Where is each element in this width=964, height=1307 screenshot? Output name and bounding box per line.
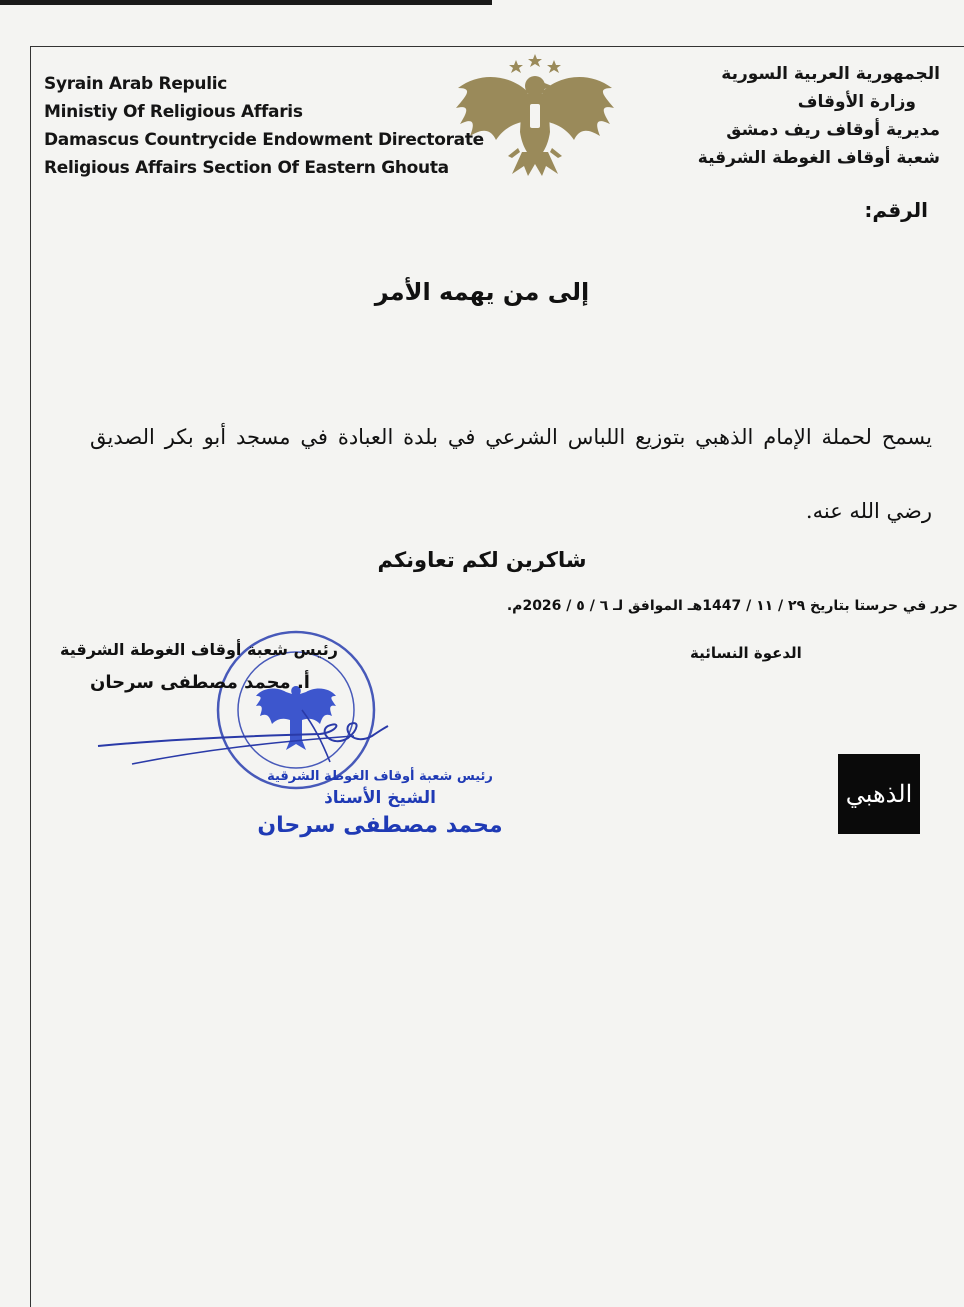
handwritten-signature-icon (92, 690, 392, 780)
letter-body: يسمح لحملة الإمام الذهبي بتوزيع اللباس الشرعي في بلدة العبادة في مسجد أبو بكر الصديق رضي الله عنه. (90, 425, 932, 523)
reference-number-label: الرقم: (864, 198, 928, 222)
header-ar-line: شعبة أوقاف الغوطة الشرقية (697, 148, 940, 168)
header-en-line: Religious Affairs Section Of Eastern Ghouta (44, 158, 449, 178)
header-arabic (640, 60, 940, 172)
date-line: حرر في حرستا بتاريخ ٢٩ / ١١ / 1447هـ الموافق لـ ٦ / ٥ / 2026م. (506, 598, 958, 614)
name-stamp-name: محمد مصطفى سرحان (257, 813, 503, 838)
header-en-line: Damascus Countrycide Endowment Directorate (44, 130, 484, 150)
header-ar-line: الجمهورية العربية السورية (721, 64, 940, 84)
header-ar-line: مديرية أوقاف ريف دمشق (726, 120, 940, 140)
header-english (44, 70, 484, 182)
header-en-line: Ministiy Of Religious Affaris (44, 102, 303, 122)
logo-text: الذهبي (845, 780, 913, 808)
addressee-heading: إلى من يهمه الأمر (374, 278, 590, 306)
signatory-title: رئيس شعبة أوقاف الغوطة الشرقية (60, 640, 338, 659)
name-stamp-honorific: الشيخ الأستاذ (324, 788, 436, 808)
name-stamp (250, 768, 510, 842)
name-stamp-title: رئيس شعبة أوقاف الغوطة الشرقية (267, 769, 493, 784)
header-en-line: Syrain Arab Repulic (44, 74, 228, 94)
al-dhahabi-logo (838, 754, 920, 834)
thanks-line: شاكرين لكم تعاونكم (377, 548, 587, 572)
eagle-emblem-icon (452, 52, 618, 180)
womens-dawa-label: الدعوة النسائية (690, 644, 802, 662)
signatory-name: أ. محمد مصطفى سرحان (90, 672, 310, 693)
top-dark-strip (0, 0, 492, 5)
header-ar-line: وزارة الأوقاف (797, 92, 916, 112)
